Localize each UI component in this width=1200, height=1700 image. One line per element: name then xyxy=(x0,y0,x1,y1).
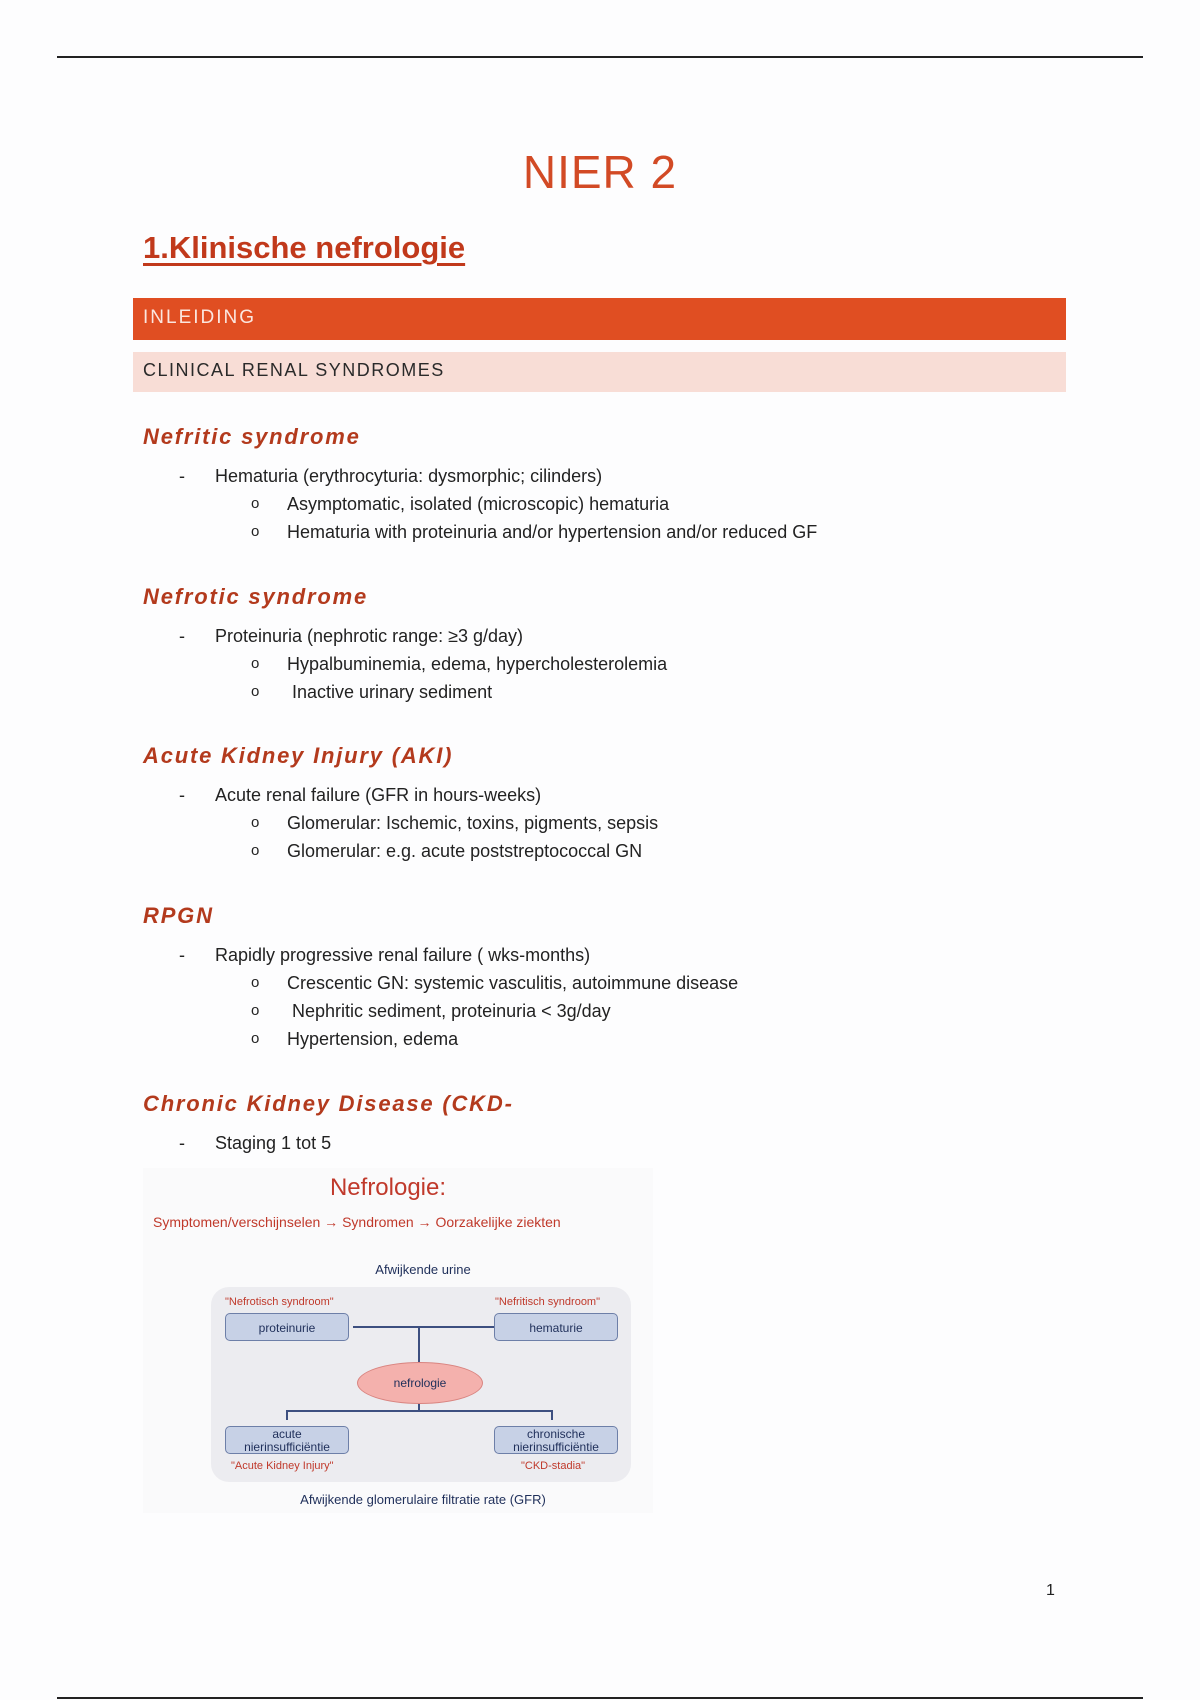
bullet-marker: o xyxy=(251,814,260,831)
chapter-heading: 1.Klinische nefrologie xyxy=(143,230,466,265)
list-subitem: o Crescentic GN: systemic vasculitis, autoimmune disease xyxy=(143,969,1043,997)
list-subitem: o Nephritic sediment, proteinuria < 3g/day xyxy=(143,997,1043,1025)
dash-marker: - xyxy=(179,1133,185,1153)
bullet-marker: o xyxy=(251,842,260,859)
list-subitem: o Hypertension, edema xyxy=(143,1025,1043,1053)
bullet-marker: o xyxy=(251,683,260,700)
list-item: - Proteinuria (nephrotic range: ≥3 g/day) xyxy=(143,622,1043,650)
list-subitem: o Hematuria with proteinuria and/or hypertension and/or reduced GF xyxy=(143,518,1043,546)
nefrologie-diagram xyxy=(143,1168,653,1513)
bullet-marker: o xyxy=(251,655,260,672)
section-nefritic xyxy=(143,424,1043,546)
connector-line xyxy=(353,1326,511,1328)
list-subitem: o Inactive urinary sediment xyxy=(143,678,1043,706)
section-heading: Nefrotic syndrome xyxy=(143,584,368,609)
tag-nefrotisch: "Nefrotisch syndroom" xyxy=(225,1296,334,1308)
top-rule xyxy=(57,56,1143,58)
connector-line xyxy=(286,1410,288,1420)
list-subitem: o Asymptomatic, isolated (microscopic) hematuria xyxy=(143,490,1043,518)
bullet-marker: o xyxy=(251,1030,260,1047)
section-band-inleiding: INLEIDING xyxy=(133,298,1066,340)
bullet-marker: o xyxy=(251,974,260,991)
bullet-marker: o xyxy=(251,1002,260,1019)
connector-line xyxy=(551,1410,553,1420)
box-proteinurie: proteinurie xyxy=(225,1313,349,1341)
list-subitem: o Glomerular: Ischemic, toxins, pigments, sepsis xyxy=(143,809,1043,837)
dash-marker: - xyxy=(179,466,185,486)
bullet-marker: o xyxy=(251,523,260,540)
tag-nefritisch: "Nefritisch syndroom" xyxy=(495,1296,601,1308)
diagram-bottom-label: Afwijkende glomerulaire filtratie rate (GFR) xyxy=(300,1492,546,1507)
diagram-top-label: Afwijkende urine xyxy=(375,1262,471,1277)
section-heading: Nefritic syndrome xyxy=(143,424,361,449)
list-subitem: o Glomerular: e.g. acute poststreptococcal GN xyxy=(143,837,1043,865)
document-title: NIER 2 xyxy=(522,146,678,198)
section-heading: RPGN xyxy=(143,903,214,928)
connector-line xyxy=(418,1326,420,1362)
bullet-marker: o xyxy=(251,495,260,512)
connector-line xyxy=(286,1410,552,1412)
list-subitem: o Hypalbuminemia, edema, hypercholesterolemia xyxy=(143,650,1043,678)
box-hematurie: hematurie xyxy=(494,1313,618,1341)
diagram-subtitle: Symptomen/verschijnselen → Syndromen → Oorzakelijke ziekten xyxy=(153,1214,561,1230)
tag-aki: "Acute Kidney Injury" xyxy=(231,1460,334,1472)
section-ckd xyxy=(143,1091,1043,1157)
box-acute-nierinsufficientie: acute nierinsufficiëntie xyxy=(225,1426,349,1454)
box-chronische-nierinsufficientie: chronische nierinsufficiëntie xyxy=(494,1426,618,1454)
list-item: - Rapidly progressive renal failure ( wks-months) xyxy=(143,941,1043,969)
list-item: - Hematuria (erythrocyturia: dysmorphic; cilinders) xyxy=(143,462,1043,490)
oval-nefrologie: nefrologie xyxy=(357,1362,483,1404)
dash-marker: - xyxy=(179,945,185,965)
dash-marker: - xyxy=(179,785,185,805)
section-rpgn xyxy=(143,903,1043,1053)
section-heading: Chronic Kidney Disease (CKD- xyxy=(143,1091,514,1116)
subsection-band-clinical-renal-syndromes: CLINICAL RENAL SYNDROMES xyxy=(133,352,1066,392)
bottom-rule xyxy=(57,1697,1143,1699)
dash-marker: - xyxy=(179,626,185,646)
page-number: 1 xyxy=(1046,1582,1055,1599)
list-item: - Acute renal failure (GFR in hours-weeks) xyxy=(143,781,1043,809)
section-aki xyxy=(143,743,1043,865)
list-item: - Staging 1 tot 5 xyxy=(143,1129,1043,1157)
section-nefrotic xyxy=(143,584,1043,706)
section-heading: Acute Kidney Injury (AKI) xyxy=(143,743,454,768)
diagram-title: Nefrologie: xyxy=(329,1174,447,1201)
tag-ckd: "CKD-stadia" xyxy=(521,1460,586,1472)
